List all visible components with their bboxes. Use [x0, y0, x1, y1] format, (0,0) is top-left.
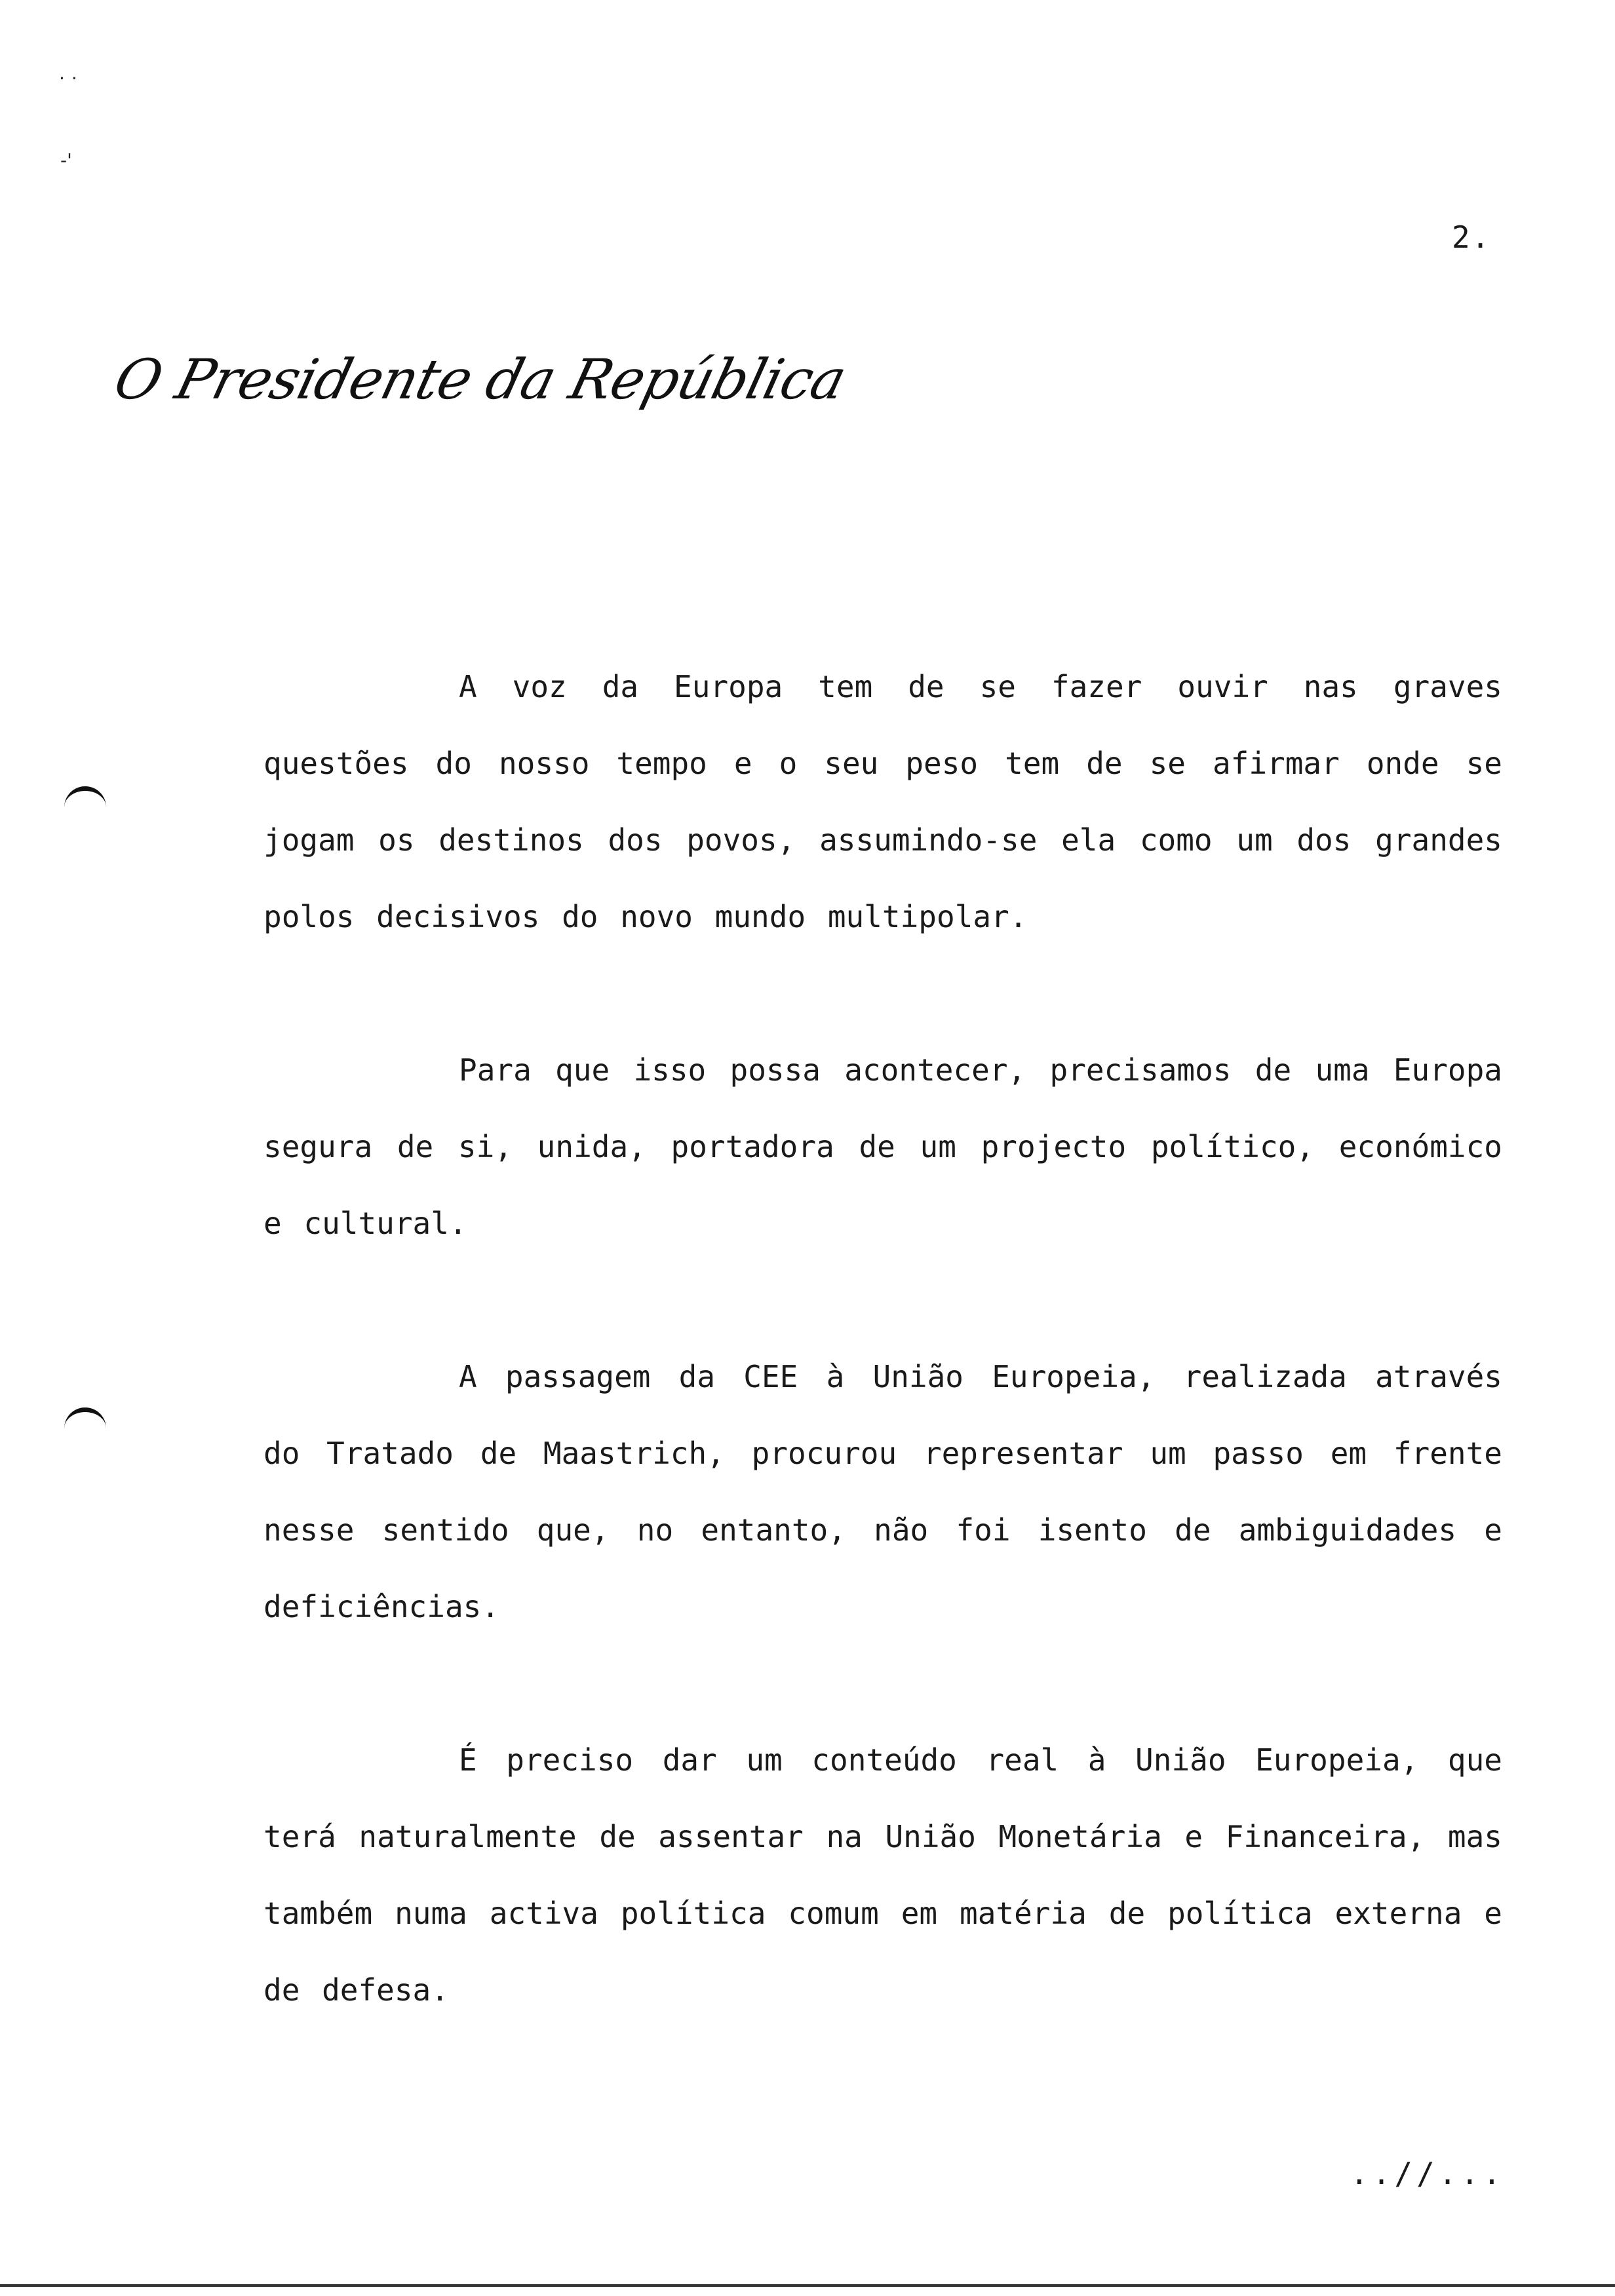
letterhead-signature: O Presidente da República	[108, 347, 853, 411]
paragraph: A voz da Europa tem de se fazer ouvir nas graves questões do nosso tempo e o seu peso tem de se afirmar onde se jogam os destinos dos povos, assumindo-se ela como um dos grandes polos decisivos do novo mundo multipolar.	[263, 669, 1502, 934]
scan-mark-dots: ..	[59, 62, 84, 84]
punch-hole-mark	[64, 786, 106, 817]
bottom-rule	[0, 2284, 1615, 2287]
paragraph: Para que isso possa acontecer, precisamos de uma Europa segura de si, unida, portadora de um projecto político, económico e cultural.	[263, 1052, 1502, 1241]
page-number: 2.	[1452, 220, 1491, 255]
punch-hole-mark	[64, 1407, 106, 1438]
continuation-mark: ..//...	[1350, 2156, 1505, 2191]
paragraph: É preciso dar um conteúdo real à União Europeia, que terá naturalmente de assentar na União Monetária e Financeira, mas também numa activa política comum em matéria de política externa e de defesa.	[263, 1742, 1502, 2008]
paragraph: A passagem da CEE à União Europeia, realizada através do Tratado de Maastrich, procurou representar um passo em frente nesse sentido que, no entanto, não foi isento de ambiguidades e deficiências.	[263, 1359, 1502, 1624]
letter-body	[263, 649, 1502, 2105]
scan-mark-dash: -'	[60, 149, 72, 171]
